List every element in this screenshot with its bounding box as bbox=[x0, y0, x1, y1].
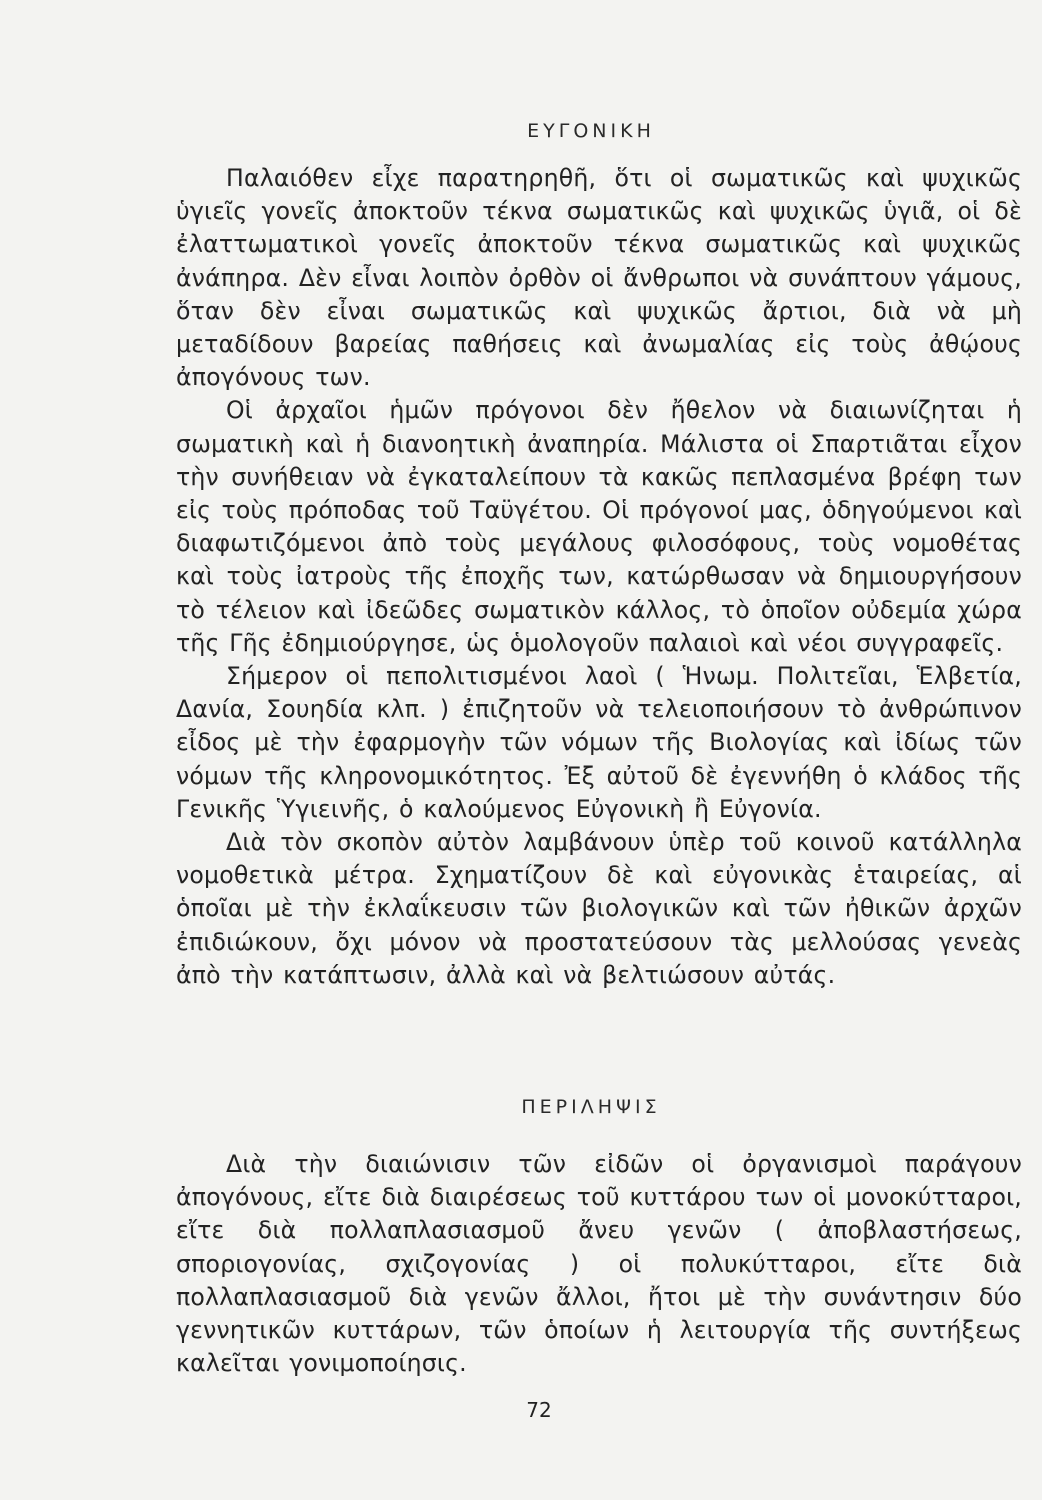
paragraph: Σήμερον οἱ πεπολιτισμένοι λαοὶ ( Ἡνωμ. Πολιτεῖαι, Ἑλβετία, Δανία, Σουηδία κλπ. ) ἐπιζητοῦν νὰ τελειοποιήσουν τὸ ἀνθρώπινον εἶδος μὲ τὴν ἐφαρμογὴν τῶν νόμων τῆς Βιολογίας καὶ ἰδίως τῶν νόμων τῆς κληρονομικότητος. Ἐξ αὐτοῦ δὲ ἐγεννήθη ὁ κλάδος τῆς Γενικῆς Ὑγιεινῆς, ὁ καλούμενος Εὐγονικὴ ἢ Εὐγονία. bbox=[176, 662, 1022, 823]
section-body bbox=[176, 162, 1022, 992]
page-number: 72 bbox=[526, 1398, 552, 1422]
summary-heading: ΠΕΡΙΛΗΨΙΣ bbox=[521, 1096, 661, 1118]
section-heading-eugenics: ΕΥΓΟΝΙΚΗ bbox=[527, 120, 655, 142]
paragraph: Παλαιόθεν εἶχε παρατηρηθῆ, ὅτι οἱ σωματικῶς καὶ ψυχικῶς ὑγιεῖς γονεῖς ἀποκτοῦν τέκνα σωματικῶς καὶ ψυχικῶς ὑγιᾶ, οἱ δὲ ἐλαττωματικοὶ γονεῖς ἀποκτοῦν τέκνα σωματικῶς καὶ ψυχικῶς ἀνάπηρα. Δὲν εἶναι λοιπὸν ὀρθὸν οἱ ἄνθρωποι νὰ συνάπτουν γάμους, ὅταν δὲν εἶναι σωματικῶς καὶ ψυχικῶς ἄρτιοι, διὰ νὰ μὴ μεταδίδουν βαρείας παθήσεις καὶ ἀνωμαλίας εἰς τοὺς ἀθῴους ἀπογόνους των. bbox=[176, 164, 1022, 392]
paragraph: Διὰ τὸν σκοπὸν αὐτὸν λαμβάνουν ὑπὲρ τοῦ κοινοῦ κατάλληλα νομοθετικὰ μέτρα. Σχηματίζουν δὲ καὶ εὐγονικὰς ἑταιρείας, αἱ ὁποῖαι μὲ τὴν ἐκλαΐκευσιν τῶν βιολογικῶν καὶ τῶν ἠθικῶν ἀρχῶν ἐπιδιώκουν, ὄχι μόνον νὰ προστατεύσουν τὰς μελλούσας γενεὰς ἀπὸ τὴν κατάπτωσιν, ἀλλὰ καὶ νὰ βελτιώσουν αὐτάς. bbox=[176, 828, 1022, 989]
paragraph: Οἱ ἀρχαῖοι ἡμῶν πρόγονοι δὲν ἤθελον νὰ διαιωνίζηται ἡ σωματικὴ καὶ ἡ διανοητικὴ ἀναπηρία. Μάλιστα οἱ Σπαρτιᾶται εἶχον τὴν συνήθειαν νὰ ἐγκαταλείπουν τὰ κακῶς πεπλασμένα βρέφη των εἰς τοὺς πρόποδας τοῦ Ταϋγέτου. Οἱ πρόγονοί μας, ὁδηγούμενοι καὶ διαφωτιζόμενοι ἀπὸ τοὺς μεγάλους φιλοσόφους, τοὺς νομοθέτας καὶ τοὺς ἰατροὺς τῆς ἐποχῆς των, κατώρθωσαν νὰ δημιουργήσουν τὸ τέλειον καὶ ἰδεῶδες σωματικὸν κάλλος, τὸ ὁποῖον οὐδεμία χώρα τῆς Γῆς ἐδημιούργησε, ὡς ὁμολογοῦν παλαιοὶ καὶ νέοι συγγραφεῖς. bbox=[176, 396, 1022, 657]
summary-body bbox=[176, 1148, 1022, 1380]
paragraph: Διὰ τὴν διαιώνισιν τῶν εἰδῶν οἱ ὀργανισμοὶ παράγουν ἀπογόνους, εἴτε διὰ διαιρέσεως τοῦ κυττάρου των οἱ μονοκύτταροι, εἴτε διὰ πολλαπλασιασμοῦ ἄνευ γενῶν ( ἀποβλαστήσεως, σποριογονίας, σχιζογονίας ) οἱ πολυκύτταροι, εἴτε διὰ πολλαπλασιασμοῦ διὰ γενῶν ἄλλοι, ἤτοι μὲ τὴν συνάντησιν δύο γεννητικῶν κυττάρων, τῶν ὁποίων ἡ λειτουργία τῆς συντήξεως καλεῖται γονιμοποίησις. bbox=[176, 1150, 1022, 1378]
